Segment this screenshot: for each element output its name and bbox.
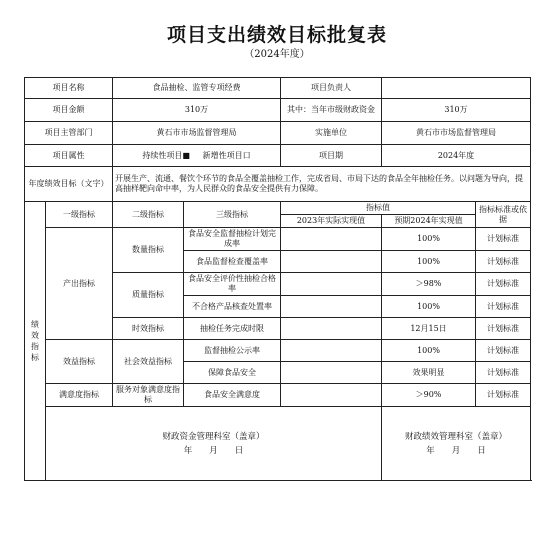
actual-cell (281, 340, 382, 362)
project-name-label: 项目名称 (25, 78, 113, 99)
header-expected-2024: 预期2024年实现值 (382, 215, 476, 228)
level3-cell: 抽检任务完成时限 (184, 318, 281, 340)
finance-dept-org: 财政资金管理科室（盖章） (162, 431, 265, 442)
amount-label: 项目金额 (25, 99, 113, 122)
header-level3: 三级指标 (184, 202, 281, 228)
basis-cell: 计划标准 (476, 251, 531, 273)
current-funds-label: 其中：当年市级财政资金 (281, 99, 382, 122)
actual-cell (281, 273, 382, 296)
level3-cell: 不合格产品核查处置率 (184, 296, 281, 318)
level3-cell: 食品安全监督抽检计划完成率 (184, 228, 281, 251)
page-subtitle: （2024年度） (244, 49, 310, 60)
approval-table (24, 77, 531, 481)
performance-dept-signature (382, 407, 531, 481)
attr-label: 项目属性 (25, 145, 113, 167)
level1-cell: 效益指标 (46, 340, 113, 384)
actual-cell (281, 384, 382, 407)
basis-cell: 计划标准 (476, 362, 531, 384)
performance-dept-date: 年 月 日 (426, 445, 486, 456)
project-name-value: 食品抽检、监管专项经费 (113, 78, 281, 99)
level3-cell: 食品安全满意度 (184, 384, 281, 407)
header-level1: 一级指标 (46, 202, 113, 228)
performance-dept-org: 财政绩效管理科室（盖章） (404, 431, 507, 442)
basis-cell: 计划标准 (476, 340, 531, 362)
level2-cell: 质量指标 (113, 273, 184, 318)
level2-cell: 社会效益指标 (113, 340, 184, 384)
table-row (25, 228, 531, 251)
level2-cell: 服务对象满意度指标 (113, 384, 184, 407)
current-funds-value: 310万 (382, 99, 531, 122)
indicator-header-row-1 (25, 202, 531, 215)
row-project-name (25, 78, 531, 99)
owner-label: 项目负责人 (281, 78, 382, 99)
actual-cell (281, 251, 382, 273)
period-label: 项目期 (281, 145, 382, 167)
row-annual-goal (25, 167, 531, 202)
basis-cell: 计划标准 (476, 318, 531, 340)
level2-cell: 数量指标 (113, 228, 184, 273)
row-attribute (25, 145, 531, 167)
level1-cell: 满意度指标 (46, 384, 113, 407)
expected-cell: 100% (382, 251, 476, 273)
owner-value (382, 78, 531, 99)
attr-new: 新增性项目 (202, 150, 243, 160)
indicator-section-label: 绩效指标 (25, 202, 46, 481)
expected-cell: 100% (382, 296, 476, 318)
signature-row (25, 407, 531, 481)
impl-value: 黄石市市场监督管理局 (382, 122, 531, 145)
row-department (25, 122, 531, 145)
level3-cell: 监督抽检公示率 (184, 340, 281, 362)
dept-label: 项目主管部门 (25, 122, 113, 145)
amount-value: 310万 (113, 99, 281, 122)
actual-cell (281, 296, 382, 318)
header-actual-2023: 2023年实际实现值 (281, 215, 382, 228)
basis-cell: 计划标准 (476, 296, 531, 318)
annual-goal-label: 年度绩效目标（文字） (25, 167, 113, 202)
attr-continuous-checkbox: ■ (182, 150, 190, 160)
basis-cell: 计划标准 (476, 384, 531, 407)
attr-continuous: 持续性项目 (142, 150, 183, 160)
finance-dept-date: 年 月 日 (183, 445, 244, 456)
row-amount (25, 99, 531, 122)
attr-value (113, 145, 281, 167)
table-row (25, 340, 531, 362)
expected-cell: 100% (382, 340, 476, 362)
annual-goal-text: 开展生产、流通、餐饮个环节的食品全覆盖抽检工作，完成省局、市局下达的食品全年抽检任务。以问题为导向，提高抽样靶向命中率，为人民群众的食品安全提供有力保障。 (113, 167, 531, 202)
expected-cell: 12月15日 (382, 318, 476, 340)
basis-cell: 计划标准 (476, 273, 531, 296)
header-value: 指标值 (281, 202, 476, 215)
expected-cell: ＞98% (382, 273, 476, 296)
expected-cell: 效果明显 (382, 362, 476, 384)
dept-value: 黄石市市场监督管理局 (113, 122, 281, 145)
header-level2: 二级指标 (113, 202, 184, 228)
level1-cell: 产出指标 (46, 228, 113, 340)
page-title: 项目支出绩效目标批复表 (166, 24, 387, 46)
expected-cell: 100% (382, 228, 476, 251)
expected-cell: ＞90% (382, 384, 476, 407)
actual-cell (281, 362, 382, 384)
level3-cell: 保障食品安全 (184, 362, 281, 384)
level3-cell: 食品安全评价性抽检合格率 (184, 273, 281, 296)
impl-label: 实施单位 (281, 122, 382, 145)
level3-cell: 食品监督检查覆盖率 (184, 251, 281, 273)
finance-dept-signature (46, 407, 382, 481)
period-value: 2024年度 (382, 145, 531, 167)
actual-cell (281, 228, 382, 251)
header-basis: 指标标准或依据 (476, 202, 531, 228)
level2-cell: 时效指标 (113, 318, 184, 340)
attr-new-checkbox: 口 (242, 150, 251, 160)
actual-cell (281, 318, 382, 340)
table-row (25, 384, 531, 407)
basis-cell: 计划标准 (476, 228, 531, 251)
